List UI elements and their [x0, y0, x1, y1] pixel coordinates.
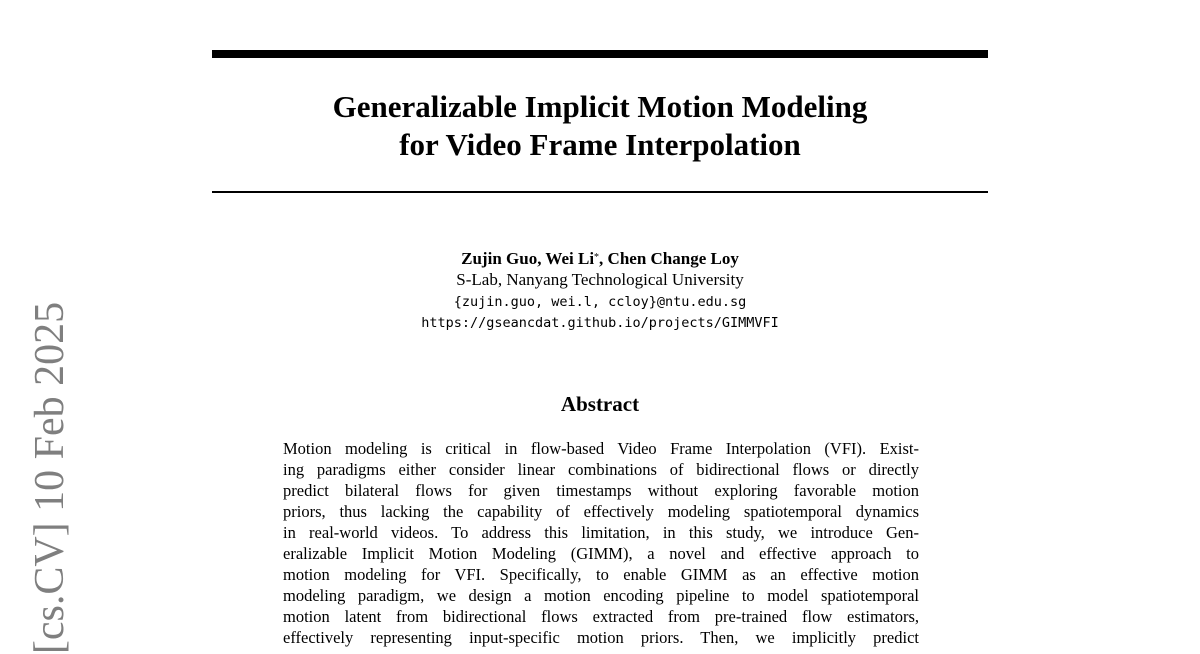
abstract-line: eralizable Implicit Motion Modeling (GIMM), a novel and effective approach to [283, 544, 919, 563]
author-list [212, 249, 988, 269]
author-names-rest: , Chen Change Loy [599, 249, 739, 268]
abstract-line: in real-world videos. To address this limitation, in this study, we introduce Gen- [283, 523, 919, 542]
project-url[interactable]: https://gseancdat.github.io/projects/GIMMVFI [421, 315, 779, 331]
abstract-line: motion latent from bidirectional flows extracted from pre-trained flow estimators, [283, 607, 919, 626]
abstract-line: effectively representing input-specific motion priors. Then, we implicitly predict [283, 628, 919, 647]
title-line: Generalizable Implicit Motion Modeling [332, 89, 868, 124]
abstract-line: predict bilateral flows for given timestamps without exploring favorable motion [283, 481, 919, 500]
abstract-text [283, 438, 919, 648]
abstract-line: modeling paradigm, we design a motion encoding pipeline to model spatiotemporal [283, 586, 919, 605]
author-emails: {zujin.guo, wei.l, ccloy}@ntu.edu.sg [453, 294, 747, 310]
title-bottom-rule [212, 191, 988, 193]
abstract-heading: Abstract [560, 392, 640, 416]
abstract-line: Motion modeling is critical in flow-based Video Frame Interpolation (VFI). Exist- [283, 439, 919, 458]
corresponding-author-mark: * [594, 252, 600, 263]
title-line: for Video Frame Interpolation [399, 127, 801, 162]
affiliation: S-Lab, Nanyang Technological University [456, 270, 744, 289]
author-names-first: Zujin Guo, Wei Li [461, 249, 595, 268]
abstract-line: ing paradigms either consider linear combinations of bidirectional flows or directly [283, 460, 919, 479]
abstract-line: priors, thus lacking the capability of effectively modeling spatiotemporal dynamics [283, 502, 919, 521]
arxiv-side-stamp: [cs.CV] 10 Feb 2025 [27, 301, 73, 654]
title-top-rule [212, 50, 988, 58]
paper-title [212, 88, 988, 164]
abstract-line: motion modeling for VFI. Specifically, to enable GIMM as an effective motion [283, 565, 919, 584]
